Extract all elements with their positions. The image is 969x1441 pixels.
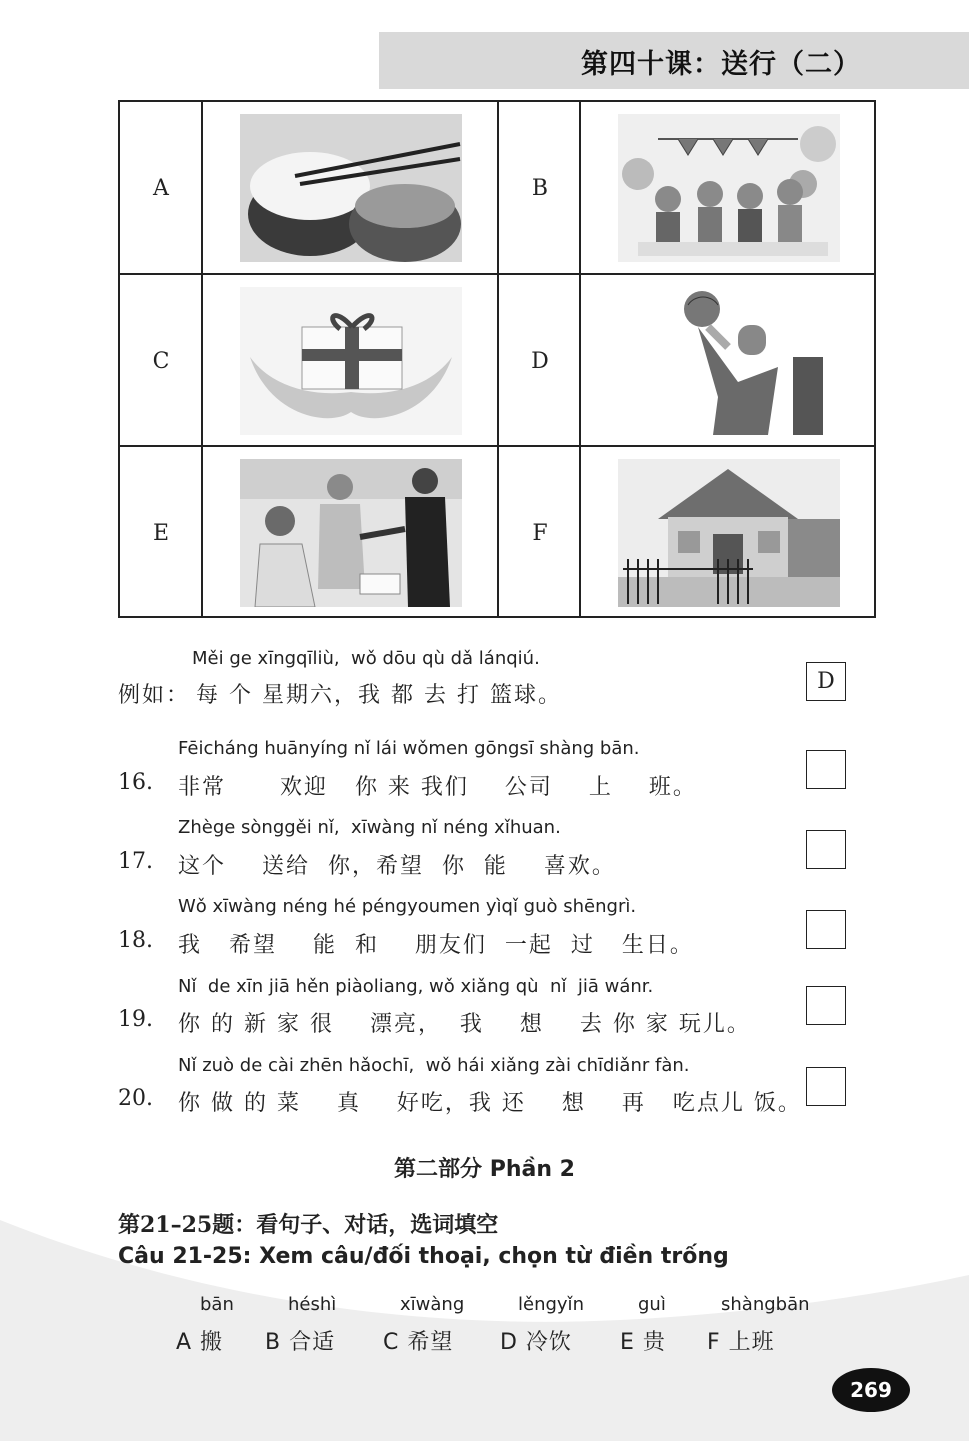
lesson-title: 第四十课：送行（二） [581,49,861,80]
page-number-badge: 269 [832,1368,910,1412]
option-label-a: A [153,175,169,201]
example-sentence: 每 个 星期六，我 都 去 打 篮球。 [196,683,562,708]
question-20-sentence: 你 做 的 菜 真 好吃，我 还 想 再 吃点儿 饭。 [178,1091,802,1116]
example-answer-box: D [806,662,846,701]
option-c: C 希望 [383,1330,454,1355]
question-19-number: 19. [118,1007,153,1032]
question-19-answer-box[interactable] [806,986,846,1025]
picture-cell-f [581,447,877,619]
question-17-answer-box[interactable] [806,830,846,869]
question-17-number: 17. [118,849,153,874]
question-18-answer-box[interactable] [806,910,846,949]
house-photo [618,459,840,607]
question-17-pinyin: Zhège sònggěi nǐ, xīwàng nǐ néng xǐhuan. [178,817,561,838]
option-c-pinyin: xīwàng [400,1294,465,1315]
option-d-pinyin: lěngyǐn [518,1294,584,1315]
instruction-chinese: 第21–25题：看句子、对话，选词填空 [118,1212,499,1238]
question-20-answer-box[interactable] [806,1067,846,1106]
question-18-sentence: 我 希望 能 和 朋友们 一起 过 生日。 [178,933,694,958]
option-label-b: B [531,175,549,201]
question-16-number: 16. [118,770,153,795]
question-16-sentence: 非常 欢迎 你 来 我们 公司 上 班。 [178,775,697,800]
option-e-pinyin: guì [638,1294,666,1315]
option-f-pinyin: shàngbān [721,1294,810,1315]
instruction-vietnamese: Câu 21-25: Xem câu/đối thoại, chọn từ điền trống [118,1244,729,1269]
option-label-c: C [152,348,170,374]
picture-cell-a [203,102,499,274]
question-16-answer-box[interactable] [806,750,846,789]
option-f: F 上班 [707,1330,775,1355]
option-a-pinyin: bān [200,1294,234,1315]
rice-and-soup-photo [240,114,462,262]
part-2-title: 第二部分 Phần 2 [394,1157,575,1182]
option-b: B 合适 [265,1330,336,1355]
question-20-number: 20. [118,1086,153,1111]
option-label-d: D [531,348,549,374]
picture-cell-c [203,275,499,447]
question-17-sentence: 这个 送给 你，希望 你 能 喜欢。 [178,854,616,879]
question-20-pinyin: Nǐ zuò de cài zhēn hǎochī, wǒ hái xiǎng zài chīdiǎnr fàn. [178,1055,690,1076]
question-18-pinyin: Wǒ xīwàng néng hé péngyoumen yìqǐ guò shēngrì. [178,896,637,917]
picture-cell-b [581,102,877,274]
option-e: E 贵 [620,1330,666,1355]
picture-cell-e [203,447,499,619]
option-a: A 搬 [176,1330,224,1355]
option-label-e: E [152,520,170,546]
option-d: D 冷饮 [500,1330,572,1355]
birthday-party-photo [618,114,840,262]
option-label-f: F [532,520,548,546]
gift-in-hands-photo [240,287,462,435]
basketball-player-photo [618,287,840,435]
picture-cell-d [581,275,877,447]
question-16-pinyin: Fēicháng huānyíng nǐ lái wǒmen gōngsī shàng bān. [178,738,640,759]
example-label: 例如： [118,683,191,708]
question-19-sentence: 你 的 新 家 很 漂亮， 我 想 去 你 家 玩儿。 [178,1012,751,1037]
question-18-number: 18. [118,928,153,953]
example-pinyin: Měi ge xīngqīliù, wǒ dōu qù dǎ lánqiú. [192,648,540,669]
picture-grid [118,100,876,618]
question-19-pinyin: Nǐ de xīn jiā hěn piàoliang, wǒ xiǎng qù nǐ jiā wánr. [178,976,654,997]
option-b-pinyin: héshì [288,1294,337,1315]
office-handshake-photo [240,459,462,607]
